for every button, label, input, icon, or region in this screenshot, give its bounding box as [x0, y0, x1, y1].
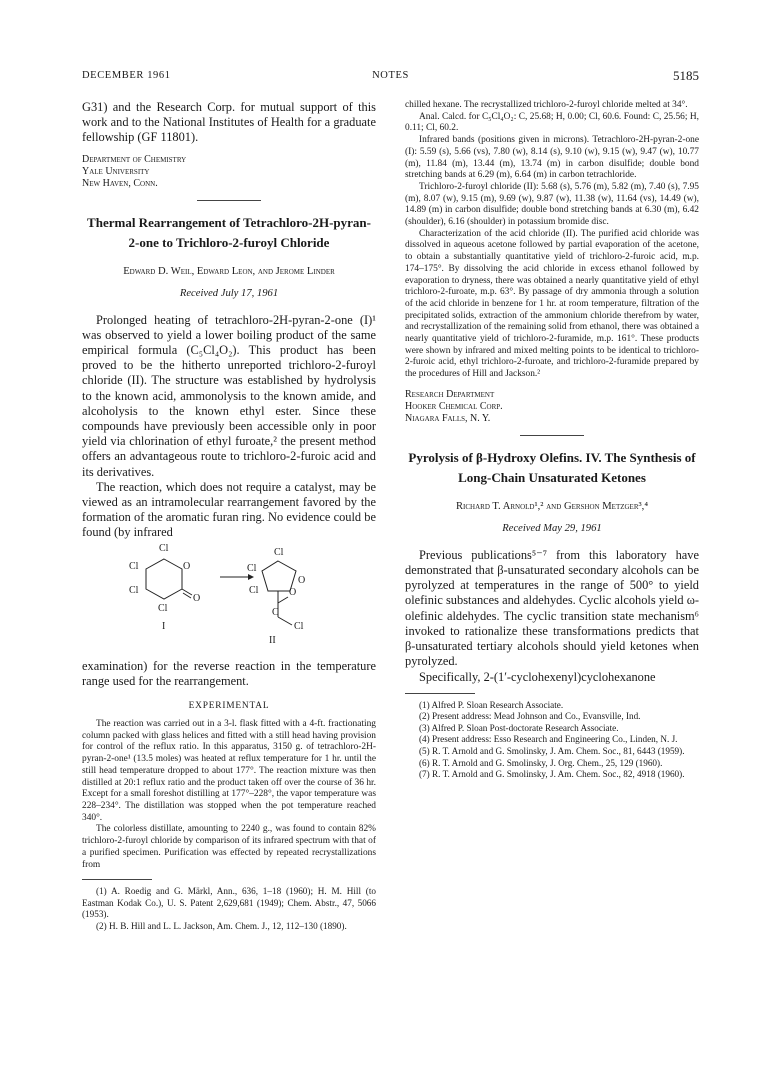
footnote: (2) H. B. Hill and L. L. Jackson, Am. Chem. J., 12, 112–130 (1890). [96, 920, 347, 931]
header-section: NOTES [372, 70, 409, 81]
received-date: Received July 17, 1961 [179, 287, 279, 299]
atom-label: Cl [274, 546, 284, 558]
footnote: (3) Alfred P. Sloan Post-doctorate Research Associate. [419, 722, 619, 733]
infrared-paragraph: Infrared bands (positions given in microns). Tetrachloro-2H-pyran-2-one (I): 5.59 (s), 5.66 (vs), 7.80 (w), 8.14 (s), 9.10 (w), 9.15 (w), 9.47 (w), 10.77 (m), 11.84 (m), 13.44 (m), 13.74 (m) in carbon disulfide; double bond stretching bands at 6.29 (m), 6.64 (m) in carbon tetrachloride. [405, 135, 699, 181]
acknowledgment: G31) and the Research Corp. for mutual support of this work and to the National Institutes of Health for a graduate fellowship (GF 11801). [82, 100, 376, 145]
affiliation-line: Department of Chemistry [82, 153, 187, 165]
footnote: (6) R. T. Arnold and G. Smolinsky, J. Org. Chem., 25, 129 (1960). [419, 757, 663, 768]
infrared-paragraph: Trichloro-2-furoyl chloride (II): 5.68 (s), 5.76 (m), 5.82 (m), 7.40 (s), 7.95 (m), 8.07 (w), 9.15 (m), 9.69 (w), 9.87 (w), 11.38 (w), 11.64 (vs), 14.49 (w), 14.89 (m) in carbon disulfide; double bond stretching bands at 6.30 (m), 6.42 (shoulder), 6.16 (shoulder) in potassium bromide disc. [405, 181, 699, 228]
affiliation-line: Yale University [82, 165, 150, 177]
section-heading: EXPERIMENTAL [188, 701, 270, 712]
running-header [82, 68, 699, 88]
atom-label: Cl [129, 560, 139, 572]
atom-label: Cl [158, 602, 168, 614]
body-paragraph: Specifically, 2-(1′-cyclohexenyl)cyclohexanone [419, 669, 656, 684]
footnote: (1) Alfred P. Sloan Research Associate. [419, 699, 564, 710]
compound-label-I: I [162, 620, 166, 632]
body-paragraph: The reaction, which does not require a catalyst, may be viewed as an intramolecular rearrangement favored by the formation of the aromatic furan ring. No evidence could be found (by infrared [82, 479, 376, 540]
experimental-paragraph: The colorless distillate, amounting to 2240 g., was found to contain 82% trichloro-2-furoyl chloride by comparison of its infrared spectrum with that of a purified specimen. Purification was effected by repeated recrystallizations from [82, 824, 376, 870]
header-page-number: 5185 [673, 68, 699, 83]
article-authors: Edward D. Weil, Edward Leon, and Jerome Linder [123, 265, 335, 277]
footnote: (2) Present address: Mead Johnson and Co., Evansville, Ind. [419, 711, 641, 722]
atom-label: Cl [294, 620, 304, 632]
received-date: Received May 29, 1961 [502, 522, 602, 534]
characterization-paragraph: Characterization of the acid chloride (II). The purified acid chloride was dissolved in aqueous acetone followed by partial evaporation of the acetone, to obtain a substantially quantitative yield of trichloro-2-furoic acid, m.p. 174–175°. By dissolving the acid chloride in excess ethanol followed by evaporation to dryness, there was obtained a nearly quantitative yield of ethyl trichloro-2-furoate, m.p. 63°. By passage of dry ammonia through a solution of the acid chloride in benzene for 1 hr. at room temperature, filtration of the precipitated solids, extraction of the ammonium chloride therefrom by water, and recrystallization of the remaining solid from ethanol, there was obtained a nearly quantitative yield of trichloro-2-furamide, m.p. 161°. These products were shown by infrared and mixed melting points to be identical to trichloro-2-furoic acid, ethyl trichloro-2-furoate, and trichloro-2-furamide prepared by the procedures of Hill and Jackson.² [405, 228, 699, 380]
body-paragraph: Previous publications⁵⁻⁷ from this laboratory have demonstrated that β-unsaturated secondary alcohols can be pyrolyzed at temperatures in the range of 500° to yield olefinic substances and aldehydes. Cyclic alcohols yield ω-olefinic aldehydes. The cyclic transition state mechanism⁶ invoked to rationalize these transformations predicts that β-unsaturated tertiary alcohols should yield ketones when pyrolyzed. [405, 547, 699, 669]
experimental-paragraph: chilled hexane. The recrystallized trichloro-2-furoyl chloride melted at 34°. [405, 100, 688, 110]
body-paragraph: examination) for the reverse reaction in the temperature range used for the rearrangement. [82, 658, 376, 688]
atom-label: Cl [249, 584, 259, 596]
affiliation-line: Hooker Chemical Corp. [405, 400, 503, 412]
atom-label: Cl [247, 562, 257, 574]
reaction-scheme [82, 542, 376, 653]
affiliation-2 [405, 389, 699, 425]
divider [520, 435, 584, 436]
header-date: DECEMBER 1961 [82, 70, 171, 81]
divider [197, 200, 261, 201]
footnote: (4) Present address: Esso Research and Engineering Co., Linden, N. J. [419, 734, 678, 745]
article-title: Pyrolysis of β-Hydroxy Olefins. IV. The Synthesis of Long-Chain Unsaturated Ketones [408, 449, 696, 485]
affiliation-1 [82, 154, 376, 190]
article-title: Thermal Rearrangement of Tetrachloro-2H-pyran-2-one to Trichloro-2-furoyl Chloride [87, 214, 371, 250]
atom-label: O [183, 560, 191, 572]
atom-label: Cl [159, 542, 169, 554]
atom-label: O [193, 592, 201, 604]
reaction-scheme-drawing [82, 542, 376, 653]
footnote: (5) R. T. Arnold and G. Smolinsky, J. Am. Chem. Soc., 81, 6443 (1959). [419, 746, 685, 757]
body-paragraph: Prolonged heating of tetrachloro-2H-pyran-2-one (I)¹ was observed to yield a lower boiling product of the same empirical formula (C₅Cl₄O₂). This product has been proved to be the hitherto unreported trichloro-2-furoyl chloride (II). The structure was established by hydrolysis to the known acid, ammonolysis to the known amide, and alcoholysis to the known ethyl ester. Since these compounds have previously been accessible only in poor yield via chlorination of ethyl furoate,² the present method offers an advantageous route to trichloro-2-furoic acid and its derivatives. [82, 312, 376, 479]
footnote: (1) A. Roedig and G. Märkl, Ann., 636, 1–18 (1960); H. M. Hill (to Eastman Kodak Co.), U. S. Patent 2,629,681 (1949); Chem. Abstr., 47, 5066 (1953). [82, 886, 376, 920]
article-authors: Richard T. Arnold¹,² and Gershon Metzger³,⁴ [455, 500, 649, 512]
footnote: (7) R. T. Arnold and G. Smolinsky, J. Am. Chem. Soc., 82, 4918 (1960). [419, 769, 685, 780]
atom-label: C [272, 606, 279, 618]
experimental-paragraph: The reaction was carried out in a 3-l. flask fitted with a 4-ft. fractionating column packed with glass helices and fitted with a still head having provision for control of the reflux ratio. In this apparatus, 3150 g. of tetrachloro-2H-pyran-2-one¹ (13.5 moles) was heated at reflux temperature for 1 hr. until the still head temperature dropped to about 177°. The reaction mixture was then distilled at 20:1 reflux ratio and the product taken off over the course of 36 hr. Except for a small foreshot distilling at 177°–228°, the vapor temperature was 228–234°. The distillation was stopped when the pot temperature reached 340°. [82, 719, 376, 823]
compound-label-II: II [269, 634, 276, 646]
affiliation-line: New Haven, Conn. [82, 177, 158, 189]
atom-label: O [289, 586, 297, 598]
footnote-divider [82, 879, 152, 880]
affiliation-line: Niagara Falls, N. Y. [405, 412, 491, 424]
right-column [405, 100, 699, 781]
affiliation-line: Research Department [405, 388, 495, 400]
analysis-paragraph: Anal. Calcd. for C₅Cl₄O₂: C, 25.68; H, 0.00; Cl, 60.6. Found: C, 25.56; H, 0.11; Cl, 60.2. [405, 111, 699, 134]
footnote-divider [405, 693, 475, 694]
atom-label: Cl [129, 584, 139, 596]
atom-label: O [298, 574, 306, 586]
left-column [82, 100, 376, 933]
